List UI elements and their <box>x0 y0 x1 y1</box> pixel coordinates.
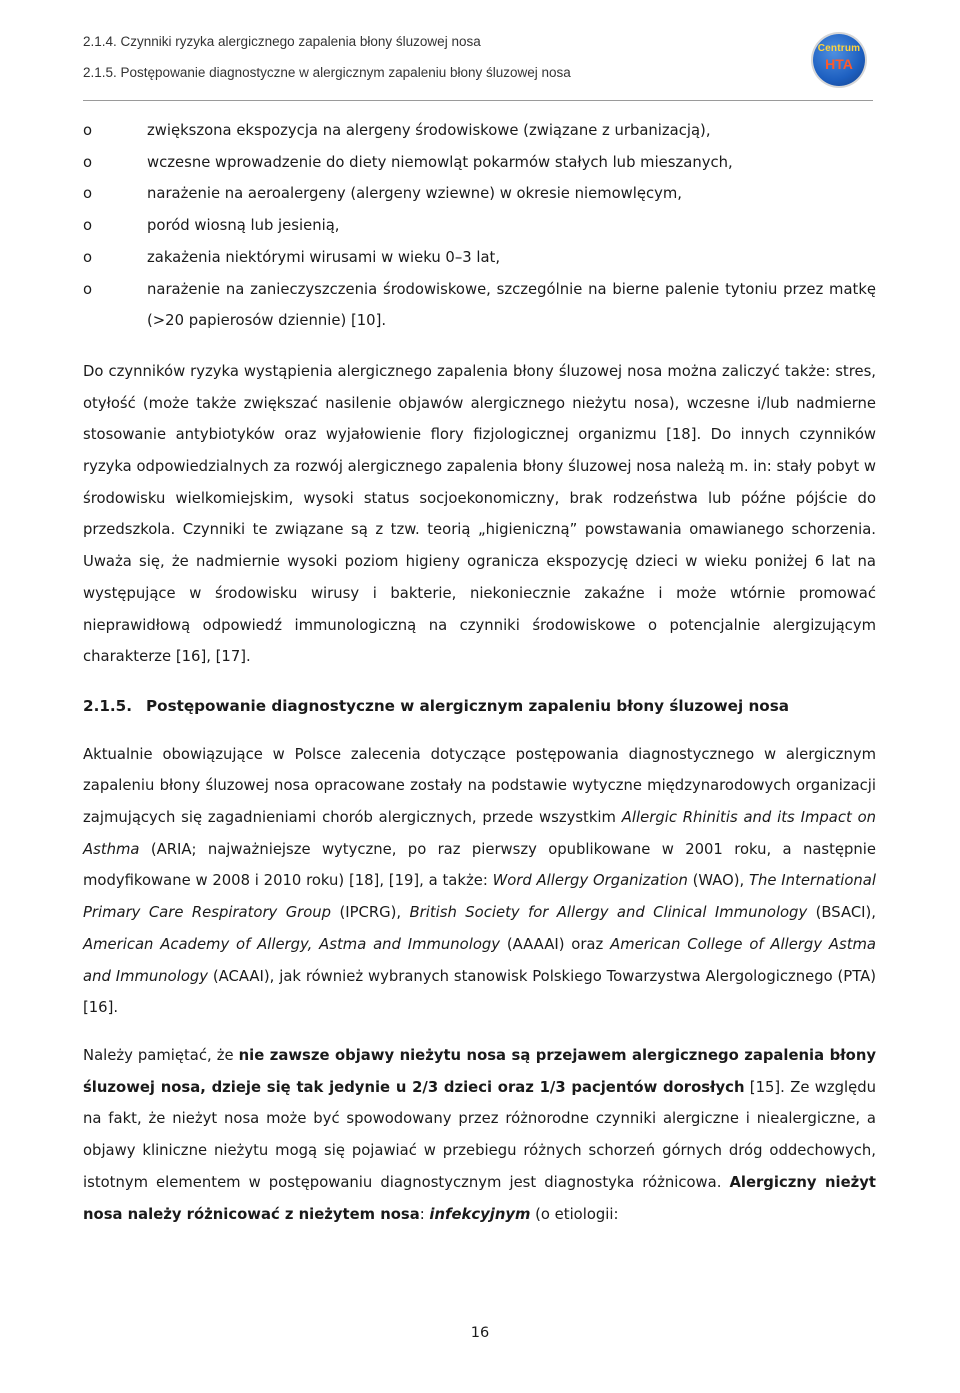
bullet-marker: o <box>83 248 93 266</box>
bold-emphasis <box>429 1206 530 1223</box>
page-header <box>83 34 873 102</box>
italic-organization: Allergic Rhinitis and its Impact on Asthma <box>83 809 877 858</box>
centrum-hta-logo <box>813 34 865 86</box>
list-item-text: narażenie na zanieczyszczenia środowiskowe, szczególnie na bierne palenie tytoniu przez matkę (>20 papierosów dziennie) [10]. <box>147 280 876 330</box>
list-item <box>83 178 876 210</box>
header-line-1: 2.1.4. Czynniki ryzyka alergicznego zapalenia błony śluzowej nosa <box>83 34 481 49</box>
page-number: 16 <box>470 1325 490 1341</box>
list-item-text: wczesne wprowadzenie do diety niemowląt pokarmów stałych lub mieszanych, <box>147 153 733 171</box>
bold-emphasis: Alergiczny nieżyt nosa należy różnicować z nieżytem nosa <box>83 1173 876 1223</box>
bold-italic-term: infekcyjnym <box>429 1205 531 1223</box>
list-item <box>83 274 876 337</box>
risk-factor-list <box>83 115 876 337</box>
paragraph-differential <box>83 1040 876 1230</box>
text-span: : <box>419 1205 430 1223</box>
list-item-text: zakażenia niektórymi wirusami w wieku 0–3 lat, <box>147 248 501 266</box>
bullet-marker: o <box>83 280 93 298</box>
list-item-text: zwiększona ekspozycja na alergeny środowiskowe (związane z urbanizacją), <box>147 122 711 139</box>
paragraph-risk-factors: Do czynników ryzyka wystąpienia alergicznego zapalenia błony śluzowej nosa można zaliczyć także: stres, otyłość (może także zwiększać nasilenie objawów alergicznego nieżytu nosa), wczesne i/lub nadmierne stosowanie antybiotyków oraz wyjałowienie flory fizjologicznej organizmu [18]. Do innych czynników ryzyka odpowiedzialnych za rozwój alergicznego zapalenia błony śluzowej nosa należą m. in: stały pobyt w środowisku wielkomiejskim, wysoki status socjoekonomiczny, brak rodzeństwa lub późne pójście do przedszkola. Czynniki te związane są z tzw. teorią „higieniczną” powstawania omawianego schorzenia. Uważa się, że nadmiernie wysoki poziom higieny ogranicza ekspozycję dzieci w wieku poniżej 6 lat na występujące w środowisku wirusy i bakterie, niekoniecznie zakaźne i może wtórnie promować nieprawidłową odpowiedź immunologiczną na czynniki środowiskowe o potencjalnie alergizującym charakterze [16], [17]. <box>83 362 876 666</box>
text-span: (WAO), <box>687 872 749 890</box>
list-item-text: poród wiosną lub jesienią, <box>147 217 340 235</box>
list-item <box>83 242 876 274</box>
bold-emphasis: nie zawsze objawy nieżytu nosa są przejawem alergicznego zapalenia błony śluzowej nosa, dzieje się tak jedynie u 2/3 dzieci oraz 1/3 pacjentów dorosłych <box>83 1046 877 1096</box>
logo-bottom-text: HTA <box>825 56 853 72</box>
bullet-marker: o <box>83 153 93 171</box>
header-line-2: 2.1.5. Postępowanie diagnostyczne w alergicznym zapaleniu błony śluzowej nosa <box>83 65 571 80</box>
list-item <box>83 147 876 179</box>
bullet-marker: o <box>83 185 93 203</box>
text-span: (BSACI), <box>807 904 876 922</box>
bullet-marker: o <box>83 217 93 235</box>
text-span: (o etiologii: <box>530 1205 619 1223</box>
italic-organization: American Academy of Allergy, Astma and Immunology <box>83 935 501 953</box>
list-item <box>83 115 876 147</box>
text-span: (ARIA; najważniejsze wytyczne, po raz pierwszy opublikowane w 2001 roku, a następnie modyfikowane w 2008 i 2010 roku) [18], [19], a także: <box>83 840 876 890</box>
list-item <box>83 210 876 242</box>
italic-organization: American College of Allergy Astma and Immunology <box>83 935 876 985</box>
page-content <box>83 115 876 1230</box>
bullet-marker: o <box>83 122 93 139</box>
text-span: Należy pamiętać, że <box>83 1046 239 1064</box>
section-title: Postępowanie diagnostyczne w alergicznym zapaleniu błony śluzowej nosa <box>146 696 790 715</box>
section-number: 2.1.5. <box>83 696 133 715</box>
logo-top-text: Centrum <box>817 43 861 54</box>
text-span: Aktualnie obowiązujące w Polsce zalecenia dotyczące postępowania diagnostycznego w alergicznym zapaleniu błony śluzowej nosa opracowane zostały na podstawie wytyczne międzynarodowych organizacji zajmujących się zagadnieniami chorób alergicznych, przede wszystkim <box>83 745 876 827</box>
italic-organization: Word Allergy Organization <box>492 872 688 890</box>
section-heading <box>83 691 876 723</box>
italic-organization: The International Primary Care Respiratory Group <box>83 872 876 922</box>
italic-organization: British Society for Allergy and Clinical Immunology <box>409 904 808 922</box>
list-item-text: narażenie na aeroalergeny (alergeny wziewne) w okresie niemowlęcym, <box>147 185 682 203</box>
text-span: (IPCRG), <box>331 904 410 922</box>
text-span: (ACAAI), jak również wybranych stanowisk Polskiego Towarzystwa Alergologicznego (PTA) [16]. <box>83 967 877 1017</box>
paragraph-guidelines <box>83 739 876 1024</box>
header-divider <box>83 100 873 101</box>
text-span: [15]. Ze względu na fakt, że nieżyt nosa może być spowodowany przez różnorodne czynniki alergiczne i niealergiczne, a objawy kliniczne nieżytu mogą się pojawiać w przebiegu różnych schorzeń górnych dróg oddechowych, istotnym elementem w postępowaniu diagnostycznym jest diagnostyka różnicowa. <box>83 1078 876 1191</box>
text-span: (AAAAI) oraz <box>500 935 611 953</box>
